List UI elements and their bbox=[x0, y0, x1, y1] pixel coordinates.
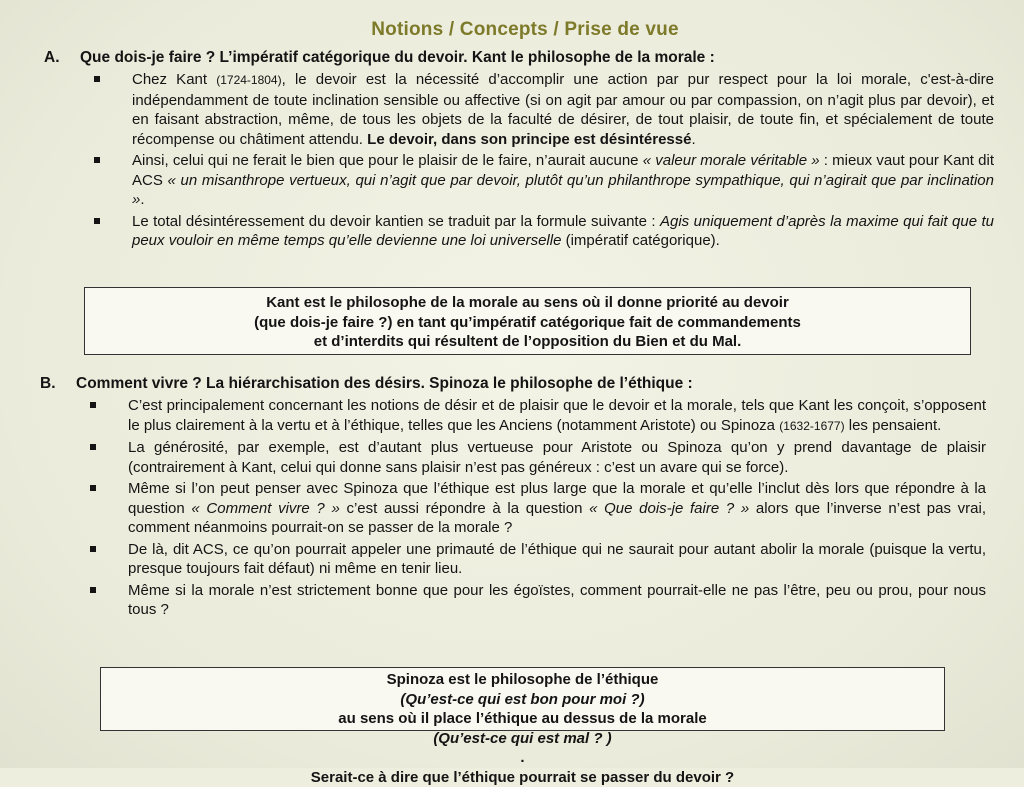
bullet-icon bbox=[90, 587, 96, 593]
list-item bbox=[90, 438, 986, 477]
list-item bbox=[94, 151, 994, 210]
box-text: . bbox=[101, 748, 944, 768]
bullet-icon bbox=[90, 485, 96, 491]
item-dates: (1632-1677) bbox=[779, 419, 844, 433]
bullet-icon bbox=[94, 218, 100, 224]
bullet-icon bbox=[90, 546, 96, 552]
section-b-list bbox=[90, 396, 986, 622]
item-text: Même si l’on peut penser avec Spinoza que l’éthique est plus large que la morale et qu’elle l’inclut dès lors que répondre à la question bbox=[128, 480, 986, 517]
item-text: De là, dit ACS, ce qu’on pourrait appeler une primauté de l’éthique qui ne saurait pour autant abolir la morale (puisque la vertu, presque toujours fait défaut) ni même en tenir lieu. bbox=[128, 541, 986, 578]
item-quote: « Comment vivre ? » bbox=[191, 500, 339, 517]
item-quote: « valeur morale véritable » bbox=[643, 152, 820, 169]
box-quote: (Qu’est-ce qui est mal ? ) bbox=[433, 730, 611, 747]
list-item bbox=[90, 581, 986, 620]
list-item bbox=[90, 479, 986, 538]
item-text: alors que l’inverse n’est pas vrai, comment néanmoins pourrait-on se passer de la morale ? bbox=[128, 500, 986, 537]
list-item bbox=[90, 396, 986, 436]
item-text: C’est principalement concernant les notions de désir et de plaisir que le devoir et la morale, tels que Kant les conçoit, s’opposent le plus clairement à la vertu et à l’éthique, telles que les Anciens (notamment Aristote) ou Spinoza bbox=[128, 397, 986, 434]
slide-title: Notions / Concepts / Prise de vue bbox=[0, 19, 1024, 41]
item-text: . bbox=[140, 191, 144, 208]
list-item bbox=[94, 70, 994, 149]
spinoza-summary-box bbox=[100, 667, 945, 731]
bullet-icon bbox=[94, 76, 100, 82]
item-text: (impératif catégorique). bbox=[561, 232, 719, 249]
item-text: Chez Kant bbox=[132, 71, 216, 88]
item-quote: « Que dois-je faire ? » bbox=[589, 500, 749, 517]
box-text: Spinoza est le philosophe de l’éthique bbox=[101, 670, 944, 690]
item-text: , le devoir est la nécessité d’accomplir une action par pur respect pour la loi morale, c'est-à-dire indépendamment de toute inclination sensible ou affective (si on agit par amour ou par compassion, on n’agit plus par devoir), et en faisant abstraction, même, de tous les objets de la faculté de désirer, de tout plaisir, de toute fin, et spécialement de toute récompense ou châtiment attendu. bbox=[132, 71, 994, 148]
section-a-letter: A. bbox=[44, 49, 80, 67]
box-line: et d’interdits qui résultent de l’opposition du Bien et du Mal. bbox=[85, 332, 970, 352]
box-line bbox=[101, 709, 944, 768]
item-text: les pensaient. bbox=[845, 417, 942, 434]
section-a-list bbox=[94, 70, 994, 253]
box-line: Kant est le philosophe de la morale au sens où il donne priorité au devoir bbox=[85, 293, 970, 313]
bullet-icon bbox=[90, 402, 96, 408]
item-text: La générosité, par exemple, est d’autant plus vertueuse pour Aristote ou Spinoza qu’on y prend davantage de plaisir (contrairement à Kant, celui qui donne sans plaisir n’est pas généreux : c’est un avare qui se force). bbox=[128, 439, 986, 476]
list-item bbox=[90, 540, 986, 579]
section-b-heading bbox=[40, 375, 693, 393]
bullet-icon bbox=[94, 157, 100, 163]
box-text: au sens où il place l’éthique au dessus de la morale bbox=[101, 709, 944, 729]
item-text: Le total désintéressement du devoir kantien se traduit par la formule suivante : bbox=[132, 213, 660, 230]
box-quote: (Qu’est-ce qui est bon pour moi ?) bbox=[400, 691, 644, 708]
item-text: : mieux vaut pour Kant dit ACS bbox=[132, 152, 994, 189]
box-line: (que dois-je faire ?) en tant qu’impératif catégorique fait de commandements bbox=[85, 313, 970, 333]
item-text: Même si la morale n’est strictement bonne que pour les égoïstes, comment pourrait-elle ne pas l’être, peu ou prou, pour nous tous ? bbox=[128, 582, 986, 619]
item-quote: Agis uniquement d’après la maxime qui fait que tu peux vouloir en même temps qu’elle devienne une loi universelle bbox=[132, 213, 994, 250]
item-dates: (1724-1804) bbox=[216, 73, 281, 87]
section-a-heading bbox=[44, 49, 715, 67]
section-a-title: Que dois-je faire ? L’impératif catégorique du devoir. Kant le philosophe de la morale : bbox=[80, 49, 715, 66]
box-line: Serait-ce à dire que l’éthique pourrait se passer du devoir ? bbox=[101, 768, 944, 787]
item-quote: « un misanthrope vertueux, qui n’agit que par devoir, plutôt qu’un philanthrope sympathique, qui n’agirait que par inclination » bbox=[132, 172, 994, 209]
section-b-title: Comment vivre ? La hiérarchisation des désirs. Spinoza le philosophe de l’éthique : bbox=[76, 375, 693, 392]
item-text: . bbox=[691, 131, 695, 148]
item-emphasis: Le devoir, dans son principe est désintéressé bbox=[367, 131, 691, 148]
box-line bbox=[101, 670, 944, 709]
kant-summary-box bbox=[84, 287, 971, 355]
item-text: c’est aussi répondre à la question bbox=[340, 500, 589, 517]
section-b-letter: B. bbox=[40, 375, 76, 393]
list-item bbox=[94, 212, 994, 251]
item-text: Ainsi, celui qui ne ferait le bien que pour le plaisir de le faire, n’aurait aucune bbox=[132, 152, 643, 169]
bullet-icon bbox=[90, 444, 96, 450]
